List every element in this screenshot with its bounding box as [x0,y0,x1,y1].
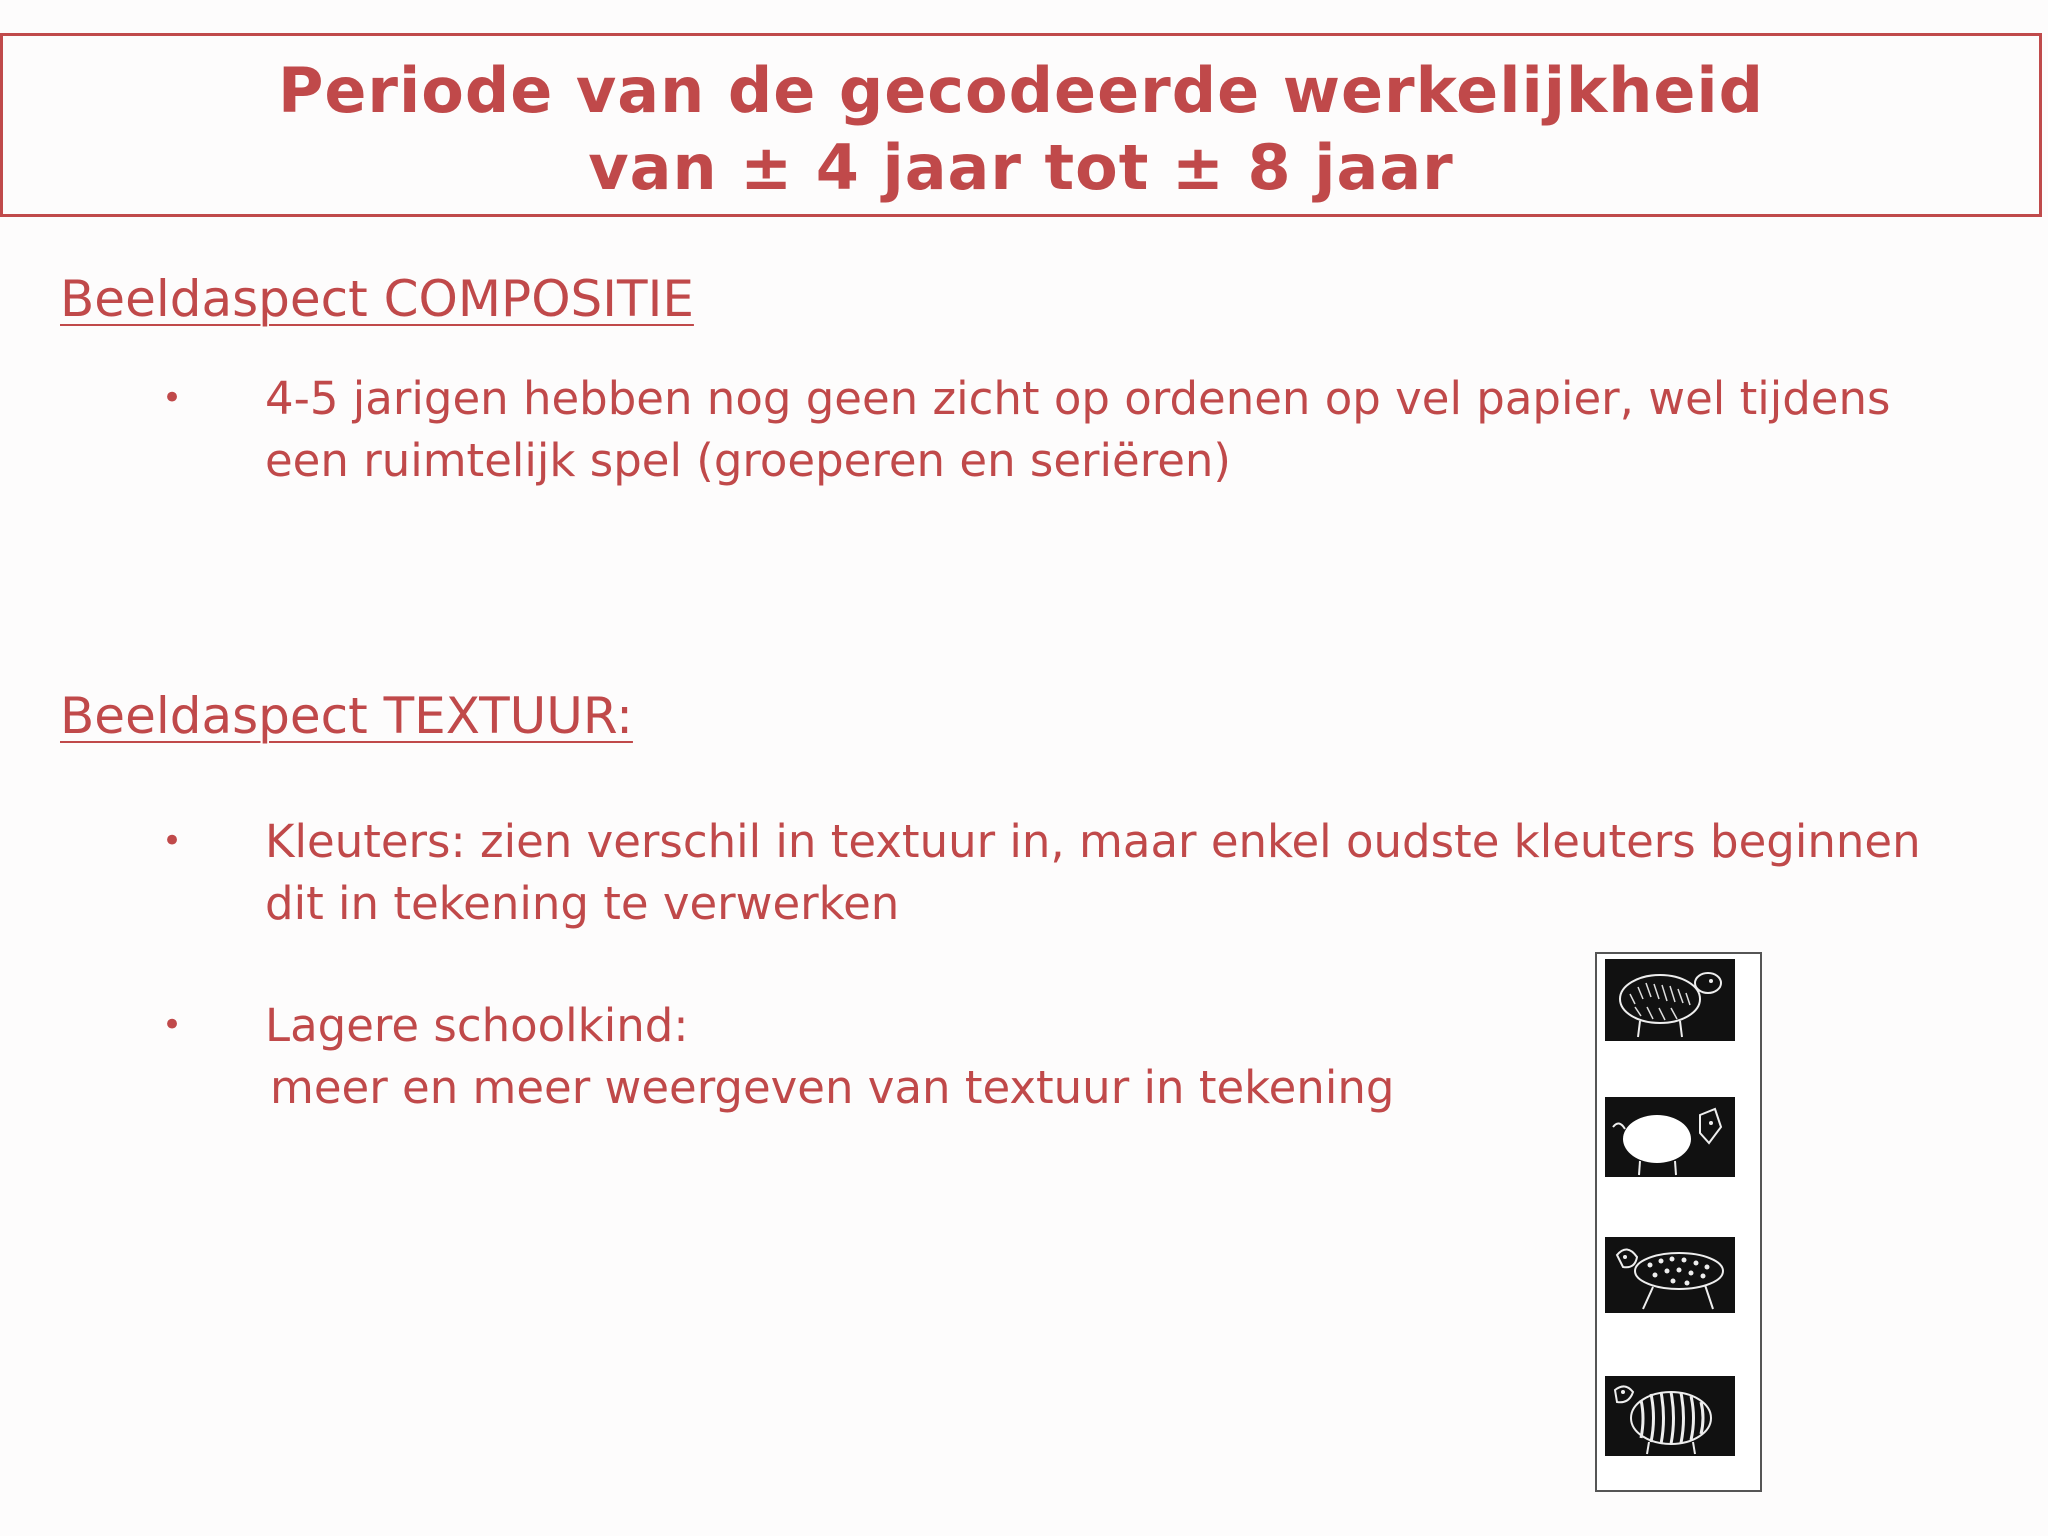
bullet-text-line: meer en meer weergeven van textuur in tekening [270,1061,1395,1114]
bullet-text-line: Lagere schoolkind: [265,999,689,1052]
heading-textuur: Beeldaspect TEXTUUR: [60,687,633,745]
bullet-text-line: Kleuters: zien verschil in textuur in, maar enkel oudste kleuters beginnen [265,815,1921,868]
spotted-sheep-drawing [1605,1237,1735,1313]
bullet-text-line: dit in tekening te verwerken [265,877,900,930]
plain-sheep-drawing [1605,1097,1735,1177]
slide-title-line-2: van ± 4 jaar tot ± 8 jaar [588,131,1454,204]
bullet-text-line: 4-5 jarigen hebben nog geen zicht op ordenen op vel papier, wel tijdens [265,372,1891,425]
striped-sheep-drawing [1605,1376,1735,1456]
hairy-sheep-drawing [1605,959,1735,1041]
sheep-texture-illustration [1595,952,1762,1492]
bullet-dot: • [162,378,183,418]
bullet-dot: • [162,821,183,861]
bullet-text-line: een ruimtelijk spel (groeperen en seriëren) [265,434,1231,487]
slide-title-line-1: Periode van de gecodeerde werkelijkheid [277,54,1765,127]
title-box [0,33,2042,217]
bullet-dot: • [162,1005,183,1045]
heading-compositie: Beeldaspect COMPOSITIE [60,270,694,328]
